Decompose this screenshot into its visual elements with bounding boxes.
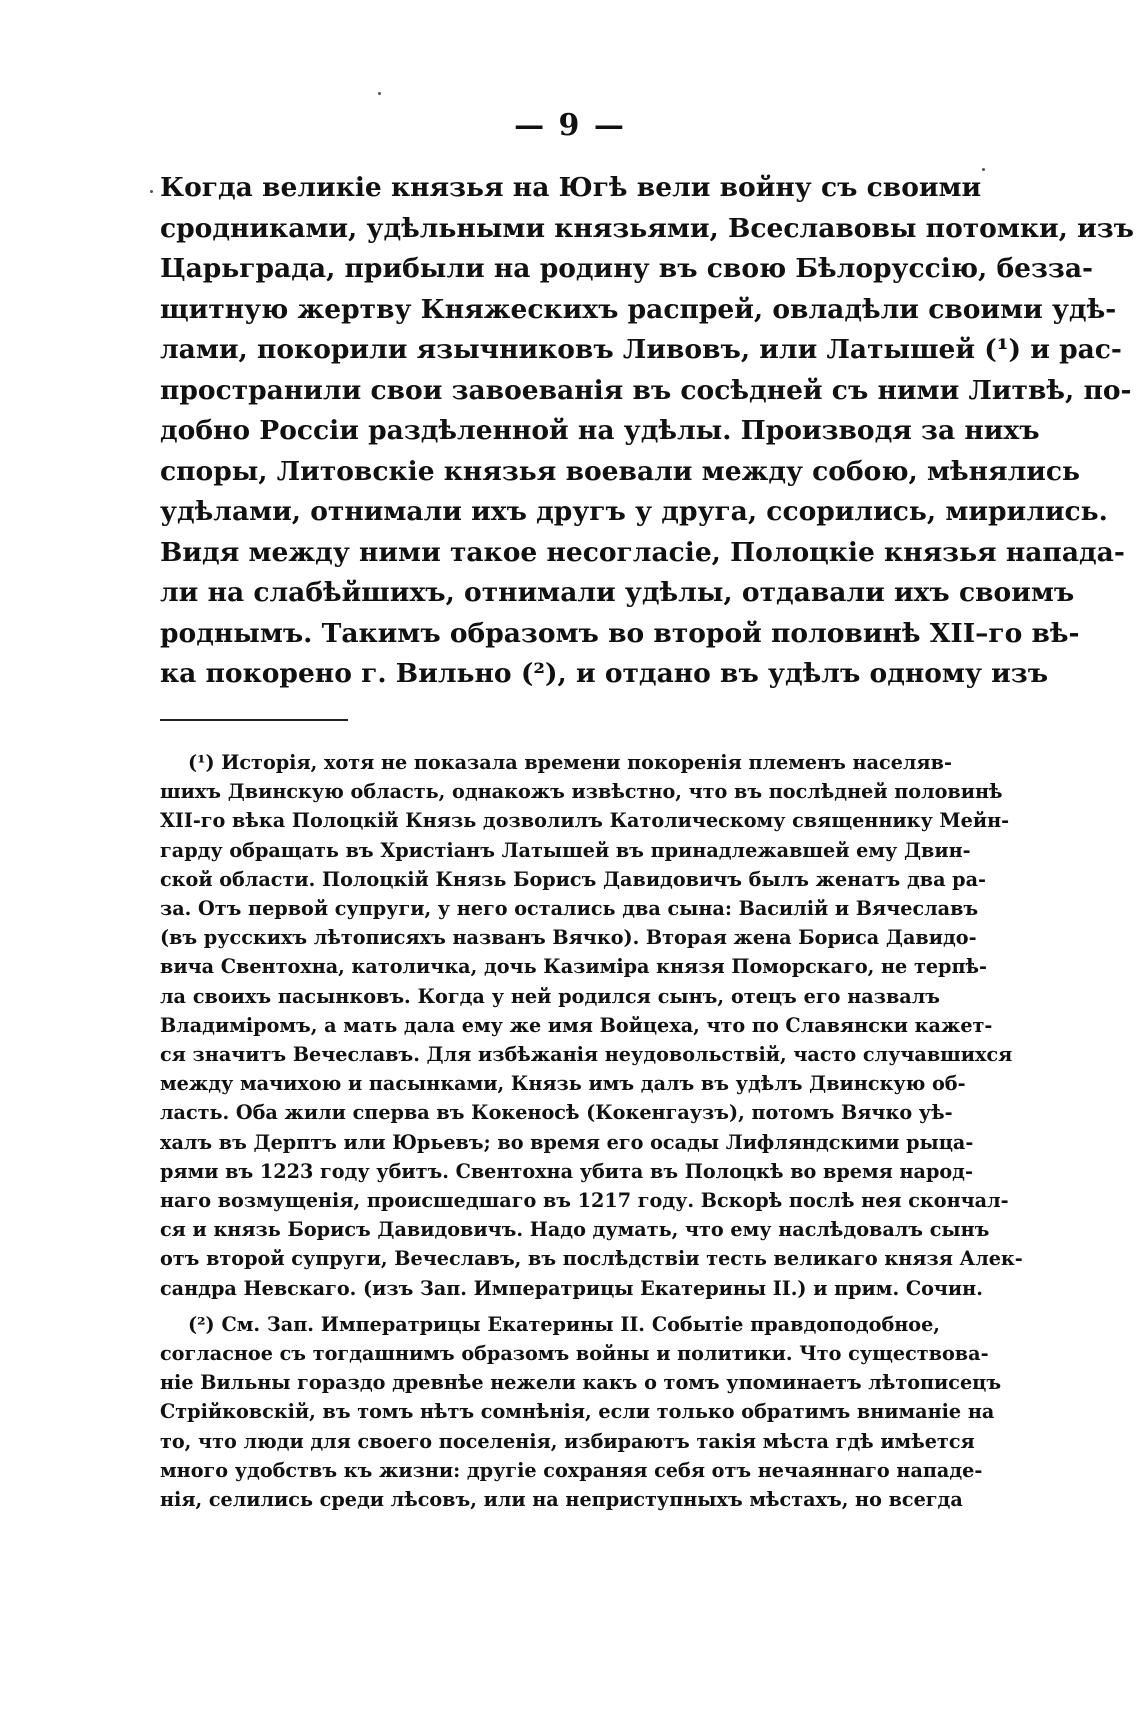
footnote-line: ся и князь Борисъ Давидовичъ. Надо думать, что ему наслѣдовалъ сынъ xyxy=(160,1218,990,1242)
footnotes xyxy=(160,748,1023,1514)
footnote-separator xyxy=(160,719,348,721)
main-paragraph xyxy=(160,168,1134,695)
scan-speck xyxy=(150,190,153,193)
text-line: лами, покорили язычниковъ Ливовъ, или Латышей (¹) и рас- xyxy=(160,334,1122,365)
footnote-line: согласное съ тогдашнимъ образомъ войны и политики. Что существова- xyxy=(160,1342,989,1366)
footnote-line: ской области. Полоцкій Князь Борисъ Давидовичъ былъ женатъ два ра- xyxy=(160,867,986,891)
footnote-line: нія, селились среди лѣсовъ, или на неприступныхъ мѣстахъ, но всегда xyxy=(160,1488,963,1512)
footnote-line: за. Отъ первой супруги, у него остались два сына: Василій и Вячеславъ xyxy=(160,897,979,921)
footnote-line: ся значитъ Вечеславъ. Для избѣжанія неудовольствій, часто случавшихся xyxy=(160,1043,1013,1067)
footnote-line: ла своихъ пасынковъ. Когда у ней родился сынъ, отецъ его назвалъ xyxy=(160,984,940,1008)
footnote-1 xyxy=(160,748,1023,1303)
footnote-line: гарду обращать въ Христіанъ Латышей въ принадлежавшей ему Двин- xyxy=(160,838,971,862)
text-line: споры, Литовскіе князья воевали между собою, мѣнялись xyxy=(160,455,1081,487)
footnote-gap xyxy=(160,1303,940,1310)
footnote-line: много удобствъ къ жизни: другіе сохраняя себя отъ нечаяннаго нападе- xyxy=(160,1458,983,1482)
footnote-2 xyxy=(160,1310,1002,1514)
text-line: ли на слабѣйшихъ, отнимали удѣлы, отдавали ихъ своимъ xyxy=(160,577,1075,608)
text-line: удѣлами, отнимали ихъ другъ у друга, ссорились, мирились. xyxy=(160,496,1108,527)
text-line: добно Россіи раздѣленной на удѣлы. Производя за нихъ xyxy=(160,415,1040,446)
footnote-line: (²) См. Зап. Императрицы Екатерины II. Событіе правдоподобное, xyxy=(188,1312,940,1336)
footnote-line: ласть. Оба жили сперва въ Кокеносѣ (Кокенгаузъ), потомъ Вячко уѣ- xyxy=(160,1101,953,1125)
text-line: Видя между ними такое несогласіе, Полоцкіе князья напада- xyxy=(160,536,1125,568)
footnote-line: халъ въ Дерптъ или Юрьевъ; во время его осады Лифляндскими рыца- xyxy=(160,1130,974,1154)
text-line: Царьграда, прибыли на родину въ свою Бѣлоруссію, безза- xyxy=(160,253,1094,284)
footnote-line: XII-го вѣка Полоцкій Князь дозволилъ Католическому священнику Мейн- xyxy=(160,809,1010,833)
text-line: Когда великіе князья на Югѣ вели войну съ своими xyxy=(160,172,982,203)
text-line: сродниками, удѣльными князьями, Всеславовы потомки, изъ xyxy=(160,212,1134,244)
text-line: пространили свои завоеванія въ сосѣдней съ ними Литвѣ, по- xyxy=(160,374,1132,406)
scan-speck xyxy=(378,92,381,95)
text-line: ка покорено г. Вильно (²), и отдано въ удѣлъ одному изъ xyxy=(160,658,1049,689)
footnote-line: между мачихою и пасынками, Князь имъ далъ въ удѣлъ Двинскую об- xyxy=(160,1072,966,1096)
footnote-line: наго возмущенія, происшедшаго въ 1217 году. Вскорѣ послѣ нея скончал- xyxy=(160,1189,1009,1213)
footnote-line: отъ второй супруги, Вечеславъ, въ послѣдствіи тесть великаго князя Алек- xyxy=(160,1247,1023,1271)
page-number: — 9 — xyxy=(514,108,626,143)
footnote-line: ніе Вильны гораздо древнѣе нежели какъ о томъ упоминаетъ лѣтописецъ xyxy=(160,1371,1002,1395)
scan-speck xyxy=(982,168,985,171)
footnote-line: рями въ 1223 году убитъ. Свентохна убита въ Полоцкѣ во время народ- xyxy=(160,1159,973,1183)
footnote-line: вича Свентохна, католичка, дочь Казиміра князя Поморскаго, не терпѣ- xyxy=(160,955,987,979)
footnote-line: Стрійковскій, въ томъ нѣтъ сомнѣнія, если только обратимъ вниманіе на xyxy=(160,1400,995,1424)
footnote-line: (¹) Исторія, хотя не показала времени покоренія племенъ населяв- xyxy=(188,751,952,774)
footnote-line: Владиміромъ, а мать дала ему же имя Войцеха, что по Славянски кажет- xyxy=(160,1013,993,1037)
footnote-line: (въ русскихъ лѣтописяхъ названъ Вячко). Вторая жена Бориса Давидо- xyxy=(160,926,977,950)
footnote-line: шихъ Двинскую область, однакожъ извѣстно, что въ послѣдней половинѣ xyxy=(160,780,1003,804)
text-line: щитную жертву Княжескихъ распрей, овладѣли своими удѣ- xyxy=(160,293,1117,325)
footnote-line: сандра Невскаго. (изъ Зап. Императрицы Екатерины II.) и прим. Сочин. xyxy=(160,1276,983,1300)
footnote-line: то, что люди для своего поселенія, избираютъ такія мѣста гдѣ имѣется xyxy=(160,1429,975,1453)
text-line: роднымъ. Такимъ образомъ во второй половинѣ XII–го вѣ- xyxy=(160,617,1080,649)
